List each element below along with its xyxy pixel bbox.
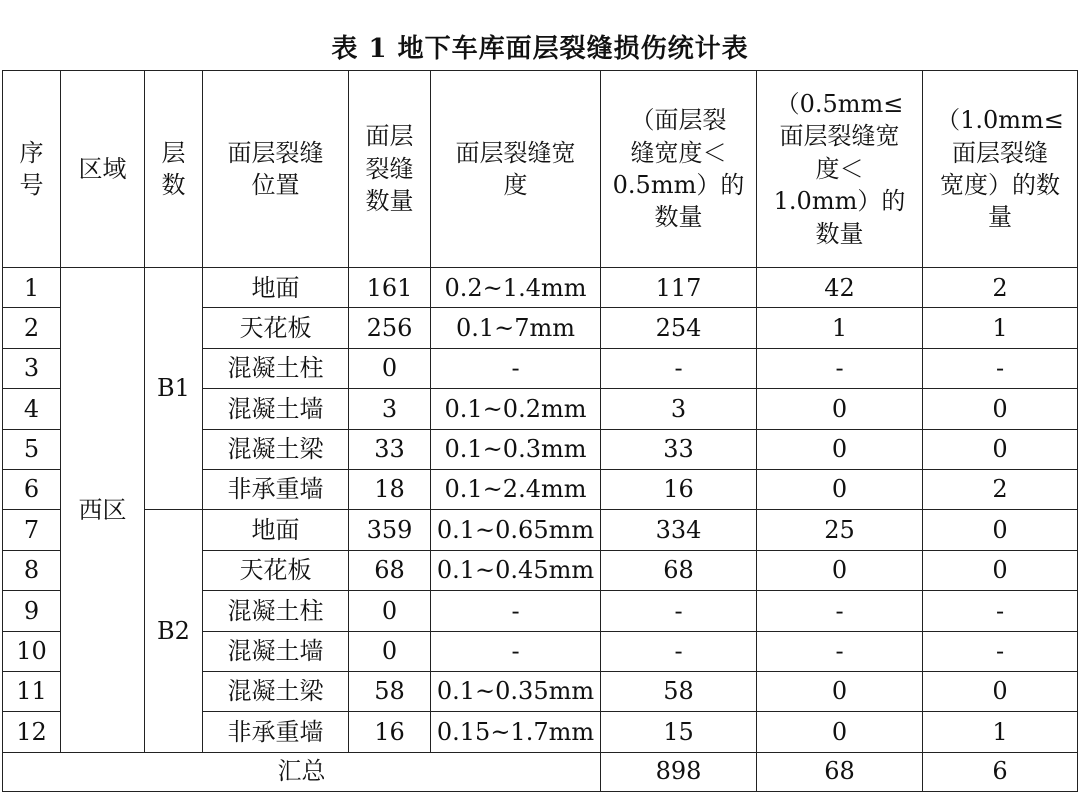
- cell-count: 359: [349, 510, 431, 550]
- cell-ge10-count: 0: [923, 671, 1078, 711]
- header-line: 面层裂缝: [227, 138, 324, 167]
- cell-ge10-count: 0: [923, 550, 1078, 590]
- cell-ge10-count: 2: [923, 268, 1078, 308]
- cell-lt05-count: 58: [601, 671, 757, 711]
- cell-serial: 3: [3, 348, 61, 388]
- cell-ge10-count: 0: [923, 429, 1078, 469]
- cell-count: 0: [349, 631, 431, 671]
- header-line: （0.5mm≤: [775, 90, 904, 119]
- header-line: 裂缝: [365, 154, 414, 183]
- cell-lt05-count: 334: [601, 510, 757, 550]
- cell-mid-count: 42: [757, 268, 923, 308]
- cell-position: 混凝土墙: [203, 631, 349, 671]
- cell-mid-count: 0: [757, 712, 923, 752]
- header-serial: [3, 71, 61, 268]
- cell-serial: 9: [3, 591, 61, 631]
- header-line: 度＜: [815, 154, 864, 183]
- cell-width: 0.1~0.3mm: [431, 429, 601, 469]
- cell-lt05-count: -: [601, 591, 757, 631]
- cell-width: 0.1~2.4mm: [431, 469, 601, 509]
- cell-serial: 5: [3, 429, 61, 469]
- cell-ge10-count: -: [923, 348, 1078, 388]
- cell-serial: 12: [3, 712, 61, 752]
- cell-mid-count: 0: [757, 389, 923, 429]
- crack-statistics-table: [2, 70, 1078, 792]
- header-region: [61, 71, 145, 268]
- header-mid-count: [757, 71, 923, 268]
- header-line: 区域: [78, 154, 127, 183]
- cell-count: 16: [349, 712, 431, 752]
- header-line: （面层裂: [630, 106, 727, 135]
- cell-width: -: [431, 591, 601, 631]
- cell-position: 混凝土梁: [203, 429, 349, 469]
- cell-width: 0.15~1.7mm: [431, 712, 601, 752]
- header-line: 数量: [654, 203, 703, 232]
- header-line: 号: [19, 171, 44, 199]
- header-position: [203, 71, 349, 268]
- cell-floor: B2: [145, 510, 203, 752]
- cell-mid-count: 0: [757, 550, 923, 590]
- header-line: 面层: [365, 122, 414, 151]
- cell-position: 地面: [203, 510, 349, 550]
- header-line: 1.0mm）的: [773, 187, 906, 216]
- cell-position: 天花板: [203, 550, 349, 590]
- cell-width: 0.1~0.2mm: [431, 389, 601, 429]
- header-line: 量: [988, 203, 1012, 232]
- cell-count: 161: [349, 268, 431, 308]
- cell-mid-count: -: [757, 348, 923, 388]
- table-row: [3, 510, 1078, 550]
- total-lt05-count: 898: [601, 752, 757, 791]
- table-row: [3, 268, 1078, 308]
- cell-mid-count: 1: [757, 308, 923, 348]
- total-label: 汇总: [3, 752, 601, 791]
- cell-count: 256: [349, 308, 431, 348]
- total-ge10-count: 6: [923, 752, 1078, 791]
- cell-width: 0.1~7mm: [431, 308, 601, 348]
- cell-serial: 10: [3, 631, 61, 671]
- cell-serial: 2: [3, 308, 61, 348]
- cell-serial: 6: [3, 469, 61, 509]
- total-mid-count: 68: [757, 752, 923, 791]
- cell-serial: 8: [3, 550, 61, 590]
- cell-mid-count: 0: [757, 671, 923, 711]
- cell-count: 18: [349, 469, 431, 509]
- header-line: 层: [161, 138, 186, 167]
- cell-position: 地面: [203, 268, 349, 308]
- header-line: 宽度）的数: [940, 171, 1060, 199]
- cell-ge10-count: 0: [923, 510, 1078, 550]
- cell-ge10-count: 1: [923, 712, 1078, 752]
- cell-count: 3: [349, 389, 431, 429]
- cell-count: 68: [349, 550, 431, 590]
- cell-count: 58: [349, 671, 431, 711]
- cell-ge10-count: -: [923, 591, 1078, 631]
- cell-lt05-count: 33: [601, 429, 757, 469]
- cell-position: 天花板: [203, 308, 349, 348]
- cell-width: 0.1~0.35mm: [431, 671, 601, 711]
- cell-ge10-count: 0: [923, 389, 1078, 429]
- cell-position: 非承重墙: [203, 469, 349, 509]
- header-lt05-count: [601, 71, 757, 268]
- cell-lt05-count: 117: [601, 268, 757, 308]
- cell-ge10-count: 2: [923, 469, 1078, 509]
- header-line: 数量: [365, 187, 414, 216]
- cell-lt05-count: 16: [601, 469, 757, 509]
- cell-position: 混凝土墙: [203, 389, 349, 429]
- cell-position: 非承重墙: [203, 712, 349, 752]
- header-line: 面层裂缝宽: [455, 138, 576, 167]
- cell-lt05-count: 15: [601, 712, 757, 752]
- header-line: 位置: [251, 171, 300, 199]
- header-line: 序: [19, 138, 44, 167]
- header-line: （1.0mm≤: [936, 106, 1064, 135]
- cell-position: 混凝土柱: [203, 348, 349, 388]
- cell-lt05-count: 68: [601, 550, 757, 590]
- cell-width: -: [431, 631, 601, 671]
- table-body: [3, 268, 1078, 792]
- total-row: [3, 752, 1078, 791]
- header-width: [431, 71, 601, 268]
- cell-mid-count: 25: [757, 510, 923, 550]
- cell-width: 0.1~0.65mm: [431, 510, 601, 550]
- header-line: 0.5mm）的: [612, 171, 745, 199]
- cell-lt05-count: 254: [601, 308, 757, 348]
- cell-width: 0.1~0.45mm: [431, 550, 601, 590]
- header-ge10-count: [923, 71, 1078, 268]
- cell-lt05-count: -: [601, 348, 757, 388]
- header-line: 度: [503, 171, 528, 199]
- cell-width: -: [431, 348, 601, 388]
- header-floor: [145, 71, 203, 268]
- cell-mid-count: 0: [757, 469, 923, 509]
- cell-lt05-count: -: [601, 631, 757, 671]
- header-line: 缝宽度＜: [630, 138, 727, 167]
- cell-count: 0: [349, 591, 431, 631]
- header-count: [349, 71, 431, 268]
- header-line: 面层裂缝宽: [779, 122, 900, 151]
- header-row: [3, 71, 1078, 268]
- cell-region: 西区: [61, 268, 145, 753]
- cell-count: 0: [349, 348, 431, 388]
- header-line: 面层裂缝: [952, 138, 1048, 167]
- cell-mid-count: -: [757, 591, 923, 631]
- table-title: 表 1 地下车库面层裂缝损伤统计表: [331, 34, 749, 64]
- cell-ge10-count: -: [923, 631, 1078, 671]
- cell-count: 33: [349, 429, 431, 469]
- header-line: 数量: [815, 219, 864, 248]
- cell-position: 混凝土梁: [203, 671, 349, 711]
- cell-mid-count: 0: [757, 429, 923, 469]
- cell-width: 0.2~1.4mm: [431, 268, 601, 308]
- cell-lt05-count: 3: [601, 389, 757, 429]
- cell-floor: B1: [145, 268, 203, 510]
- cell-ge10-count: 1: [923, 308, 1078, 348]
- cell-serial: 1: [3, 268, 61, 308]
- cell-serial: 11: [3, 671, 61, 711]
- cell-serial: 7: [3, 510, 61, 550]
- cell-position: 混凝土柱: [203, 591, 349, 631]
- header-line: 数: [161, 171, 186, 199]
- cell-mid-count: -: [757, 631, 923, 671]
- cell-serial: 4: [3, 389, 61, 429]
